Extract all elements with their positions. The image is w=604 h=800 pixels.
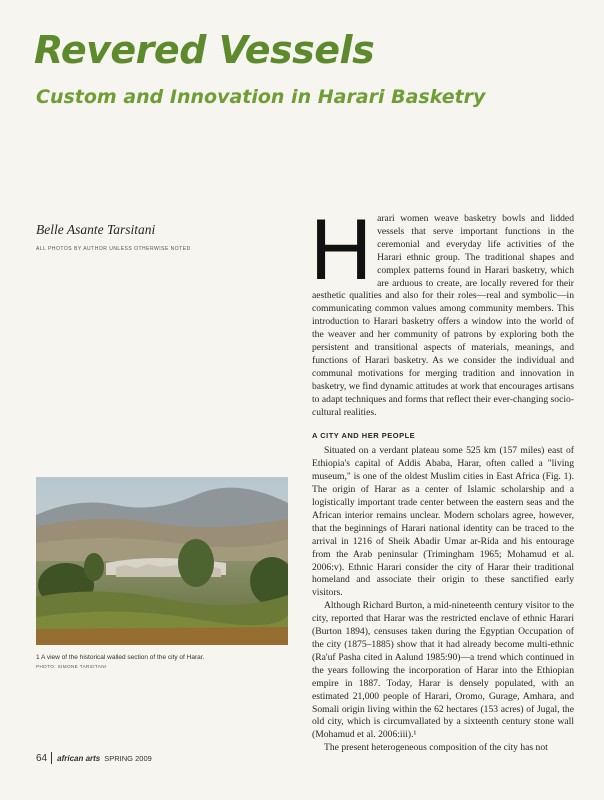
harar-landscape-photo <box>36 477 288 645</box>
page-footer <box>36 752 152 764</box>
article-body <box>310 202 574 755</box>
section-heading: A CITY AND HER PEOPLE <box>312 430 416 440</box>
figure-caption: 1 A view of the historical walled section of the city of Harar. <box>36 654 205 661</box>
drop-cap: H <box>310 202 373 298</box>
intro-text: arari women weave basketry bowls and lidded vessels that serve important functions in the ceremonial and everyday life activities of the Harari ethnic group. The traditional shapes and complex patterns found in Harari basketry, which are arduous to create, are locally revered for their aesthetic qualities and also for their roles—real and symbolic—in communicating common values among community members. This introduction to Harari basketry offers a window into the world of the weaver and her community of patrons by exploring both the persistent and transitional aspects of materials, meanings, and functions of Harari basketry. As we consider the individual and communal motivations for merging tradition and innovation in basketry, we find dynamic attitudes at work that encourages artisans to adapt techniques and forms that reflect their ever-changing socio-cultural realities. <box>312 213 574 418</box>
magazine-name: african arts <box>57 753 101 763</box>
page-number: 64 <box>36 752 48 764</box>
photo-credit-note: ALL PHOTOS BY AUTHOR UNLESS OTHERWISE NOTED <box>36 246 191 252</box>
body-paragraph-2: Although Richard Burton, a mid-nineteenth century visitor to the city, reported that Harar was the restricted enclave of ethnic Harari (Burton 1894), censuses taken during the Egyptian Occupation of the city (1875–1885) show that it had already become multi-ethnic (Ra'uf Pasha cited in Aalund 1985:90)—a trend which continued in the years following the incorporation of Harar into the Ethiopian empire in 1887. Today, Harar is densely populated, with an estimated 21,000 people of Harari, Oromo, Gurage, Amhara, and Somali origin living within the 62 hectares (153 acres) of Jugal, the old city, which is circumvallated by a sixteenth century stone wall (Mohamud et al. 2006:iii).¹ <box>312 600 574 741</box>
article-subtitle: Custom and Innovation in Harari Basketry <box>36 86 486 108</box>
author-name: Belle Asante Tarsitani <box>36 222 156 237</box>
body-paragraph-3: The present heterogeneous composition of the city has not <box>324 742 548 754</box>
body-paragraph-1: Situated on a verdant plateau some 525 km (157 miles) east of Ethiopia's capital of Addis Ababa, Harar, often called a "living museum," is one of the oldest Muslim cities in East Africa (Fig. 1). The origin of Harar as a center of Islamic scholarship and a logistically important trade center between the eastern seas and the African interior remains unclear. Modern scholars agree, however, that the beginnings of Harari national identity can be traced to the arrival in 1216 of Sheik Abadir Umar ar-Rida and his entourage from the Arab peninsular (Trimingham 1965; Mohamud et al. 2006:v). Ethnic Harari consider the city of Harar their traditional homeland and associate their origin to these sanctified early visitors. <box>312 445 574 599</box>
figure-credit: PHOTO: SIMONE TARSITANI <box>36 664 107 669</box>
issue-label: SPRING 2009 <box>104 753 152 763</box>
intro-paragraph <box>310 202 574 420</box>
footer-divider <box>51 752 52 764</box>
article-title: Revered Vessels <box>34 28 375 72</box>
